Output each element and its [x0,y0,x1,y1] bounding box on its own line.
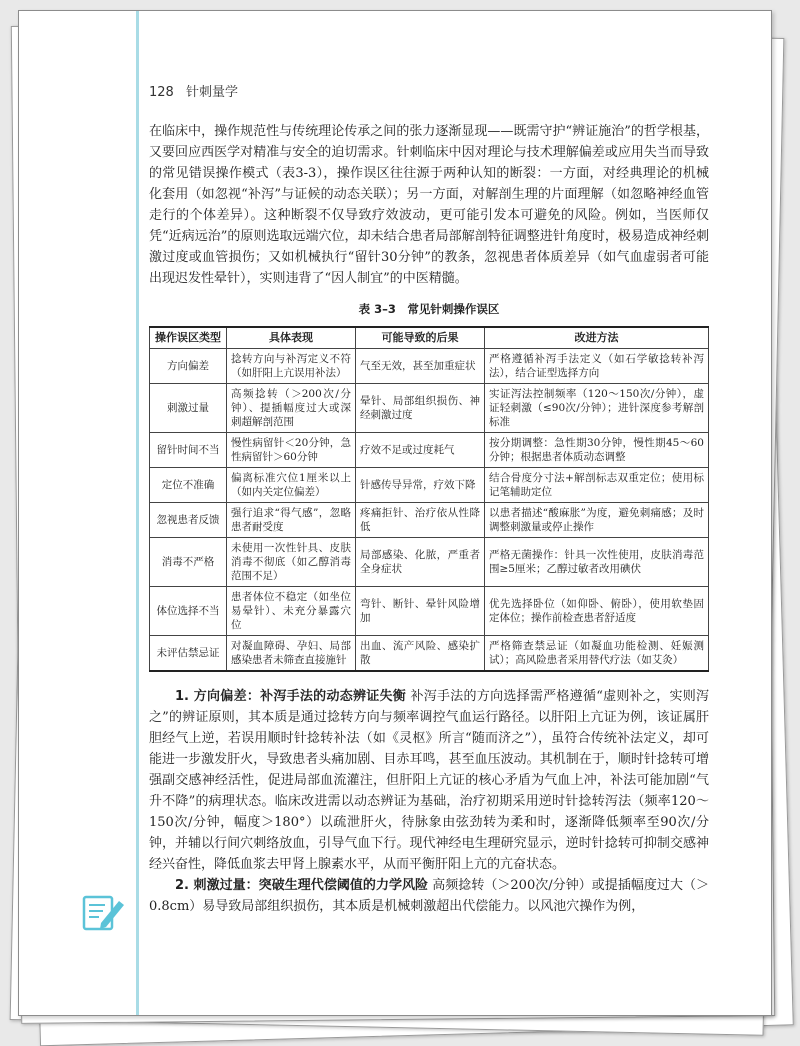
cell-type: 体位选择不当 [150,587,227,636]
cell-type: 定位不准确 [150,468,227,503]
table-header-cell: 操作误区类型 [150,327,227,349]
cell-improvement: 严格无菌操作：针具一次性使用，皮肤消毒范围≥5厘米；乙醇过敏者改用碘伏 [485,538,709,587]
table-header-cell: 可能导致的后果 [356,327,485,349]
table-row [150,636,709,672]
table-row [150,433,709,468]
cell-type: 方向偏差 [150,349,227,384]
error-table [149,326,709,672]
cell-manifestation: 高频捻转（＞200次/分钟）、提插幅度过大或深刺超解剖范围 [227,384,356,433]
table-row [150,384,709,433]
cell-consequence: 气至无效，甚至加重症状 [356,349,485,384]
cell-improvement: 以患者描述“酸麻胀”为度，避免刺痛感；及时调整刺激量或停止操作 [485,503,709,538]
cell-manifestation: 未使用一次性针具、皮肤消毒不彻底（如乙醇消毒范围不足） [227,538,356,587]
cell-consequence: 针感传导异常，疗效下降 [356,468,485,503]
table-row [150,468,709,503]
note-pencil-icon [81,891,127,933]
cell-manifestation: 慢性病留针＜20分钟，急性病留针＞60分钟 [227,433,356,468]
page-number: 128 [149,85,174,100]
cell-consequence: 疼痛拒针、治疗依从性降低 [356,503,485,538]
cell-type: 刺激过量 [150,384,227,433]
margin-rule [136,11,139,1015]
section-2-text: 高频捻转（＞200次/分钟）或提插幅度过大（＞0.8cm）易导致局部组织损伤，其本质是机械刺激超出代偿能力。以风池穴操作为例， [149,878,709,914]
table-header-row [150,327,709,349]
cell-improvement: 严格遵循补泻手法定义（如石学敏捻转补泻法），结合证型选择方向 [485,349,709,384]
cell-consequence: 弯针、断针、晕针风险增加 [356,587,485,636]
cell-improvement: 优先选择卧位（如仰卧、俯卧），使用软垫固定体位；操作前检查患者舒适度 [485,587,709,636]
cell-manifestation: 强行追求“得气感”，忽略患者耐受度 [227,503,356,538]
table-row [150,587,709,636]
section-2-paragraph [149,875,709,917]
table-title: 表 3–3 常见针刺操作误区 [358,302,500,316]
cell-improvement: 结合骨度分寸法+解剖标志双重定位；使用标记笔辅助定位 [485,468,709,503]
cell-consequence: 出血、流产风险、感染扩散 [356,636,485,672]
intro-paragraph: 在临床中，操作规范性与传统理论传承之间的张力逐渐显现——既需守护“辨证施治”的哲学根基，又要回应西医学对精准与安全的迫切需求。针刺临床中因对理论与技术理解偏差或应用失当而导致的常见错误操作模式（表3-3），操作误区往往源于两种认知的断裂：一方面，对经典理论的机械化套用（如忽视“补泻”与证候的动态关联）；另一方面，对解剖生理的片面理解（如忽略神经血管走行的个体差异）。这种断裂不仅导致疗效波动，更可能引发本可避免的风险。例如，当医师仅凭“近病远治”的原则选取远端穴位，却未结合患者局部解剖特征调整进针角度时，极易造成神经刺激过度或血管损伤；又如机械执行“留针30分钟”的教条，忽视患者体质差异（如气血虚弱者可能出现迟发性晕针），实则违背了“因人制宜”的中医精髓。 [149,124,709,286]
page-content [149,121,709,917]
cell-manifestation: 患者体位不稳定（如坐位易晕针）、未充分暴露穴位 [227,587,356,636]
cell-consequence: 局部感染、化脓，严重者全身症状 [356,538,485,587]
running-title: 针刺量学 [185,85,238,100]
section-1-text: 补泻手法的方向选择需严格遵循“虚则补之，实则泻之”的辨证原则，其本质是通过捻转方向与频率调控气血运行路径。以肝阳上亢证为例，该证属肝胆经气上逆，若误用顺时针捻转补法（如《灵枢》所言“随而济之”），虽符合传统补法定义，却可能进一步激发肝火，导致患者头痛加剧、目赤耳鸣，甚至血压波动。其机制在于，顺时针捻转可增强副交感神经活性，促进局部血流灌注，但肝阳上亢证的核心矛盾为气血上冲，补法可能加剧“气升不降”的病理状态。临床改进需以动态辨证为基础，治疗初期采用逆时针捻转泻法（频率120～150次/分钟，幅度＞180°）以疏泄肝火，待脉象由弦劲转为柔和时，逐渐降低频率至90次/分钟，并辅以行间穴刺络放血，引导气血下行。现代神经电生理研究显示，逆时针捻转可抑制交感神经兴奋性，降低血浆去甲肾上腺素水平，从而平衡肝阳上亢的亢奋状态。 [149,689,709,872]
book-page [18,10,772,1016]
section-1-paragraph [149,686,709,875]
section-2-heading: 2. 刺激过量：突破生理代偿阈值的力学风险 [175,878,429,893]
table-row [150,538,709,587]
cell-type: 忽视患者反馈 [150,503,227,538]
cell-manifestation: 对凝血障碍、孕妇、局部感染患者未筛查直接施针 [227,636,356,672]
table-header-cell: 具体表现 [227,327,356,349]
cell-type: 消毒不严格 [150,538,227,587]
cell-type: 留针时间不当 [150,433,227,468]
cell-manifestation: 捻转方向与补泻定义不符（如肝阳上亢误用补法） [227,349,356,384]
cell-type: 未评估禁忌证 [150,636,227,672]
cell-consequence: 疗效不足或过度耗气 [356,433,485,468]
cell-manifestation: 偏离标准穴位1厘米以上（如内关定位偏差） [227,468,356,503]
table-header-cell: 改进方法 [485,327,709,349]
running-head [149,81,238,100]
table-row [150,349,709,384]
section-1-heading: 1. 方向偏差：补泻手法的动态辨证失衡 [175,689,407,704]
cell-improvement: 实证泻法控制频率（120～150次/分钟），虚证轻刺激（≤90次/分钟）；进针深度参考解剖标准 [485,384,709,433]
cell-improvement: 按分期调整：急性期30分钟，慢性期45～60分钟；根据患者体质动态调整 [485,433,709,468]
table-row [150,503,709,538]
cell-improvement: 严格筛查禁忌证（如凝血功能检测、妊娠测试）；高风险患者采用替代疗法（如艾灸） [485,636,709,672]
cell-consequence: 晕针、局部组织损伤、神经刺激过度 [356,384,485,433]
